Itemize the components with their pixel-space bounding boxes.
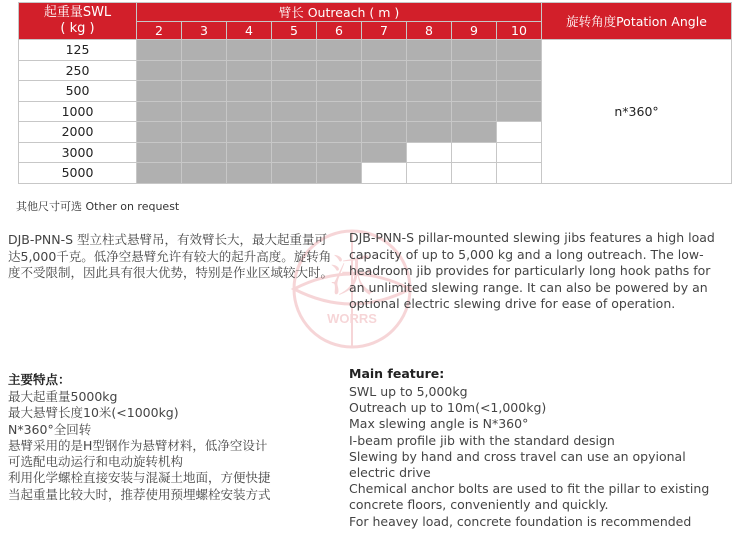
available-cell <box>227 81 272 102</box>
available-cell <box>317 40 362 61</box>
available-cell <box>497 101 542 122</box>
intro-paragraph-en: DJB-PNN-S pillar-mounted slewing jibs features a high load capacity of up to 5,000 kg and a long outreach. The low-headroom jib provides for particularly long hook paths for an unlimited slewing range. It can also be powered by an optional electric slewing drive for ease of operation. <box>349 230 715 311</box>
feature-item-en: I-beam profile jib with the standard design <box>349 432 615 448</box>
swl-value: 5000 <box>19 163 137 184</box>
available-cell <box>182 142 227 163</box>
available-cell <box>182 40 227 61</box>
available-cell <box>317 122 362 143</box>
unavailable-cell <box>452 163 497 184</box>
outreach-value-header: 5 <box>272 22 317 40</box>
available-cell <box>317 163 362 184</box>
swl-header <box>19 3 137 40</box>
capacity-outreach-table <box>18 2 732 184</box>
unavailable-cell <box>407 142 452 163</box>
features-list-en <box>349 384 729 530</box>
feature-item-cn: 悬臂采用的是H型钢作为悬臂材料，低净空设计 <box>8 437 268 453</box>
available-cell <box>407 101 452 122</box>
unavailable-cell <box>497 122 542 143</box>
available-cell <box>182 101 227 122</box>
watermark-brand-text: WORRS <box>327 311 377 326</box>
available-cell <box>227 163 272 184</box>
available-cell <box>317 142 362 163</box>
available-cell <box>137 101 182 122</box>
available-cell <box>227 60 272 81</box>
feature-item-cn: 当起重量比较大时，推荐使用预埋螺栓安装方式 <box>8 486 271 502</box>
angle-header: 旋转角度Potation Angle <box>542 3 732 40</box>
available-cell <box>362 40 407 61</box>
available-cell <box>317 81 362 102</box>
unavailable-cell <box>407 163 452 184</box>
feature-item-cn: N*360°全回转 <box>8 421 92 437</box>
swl-header-unit: ( kg ) <box>60 21 95 36</box>
available-cell <box>272 101 317 122</box>
swl-value: 3000 <box>19 142 137 163</box>
available-cell <box>272 142 317 163</box>
available-cell <box>452 122 497 143</box>
available-cell <box>137 122 182 143</box>
swl-header-label: 起重量SWL <box>43 5 112 20</box>
feature-item-en: SWL up to 5,000kg <box>349 384 468 399</box>
features-title-en: Main feature: <box>349 366 445 381</box>
swl-value: 1000 <box>19 101 137 122</box>
feature-item-cn: 可选配电动运行和电动旋转机构 <box>8 454 184 470</box>
available-cell <box>497 60 542 81</box>
swl-value: 500 <box>19 81 137 102</box>
features-list-cn <box>8 389 328 503</box>
available-cell <box>272 81 317 102</box>
watermark-cn-glyph: 沃 <box>330 251 374 302</box>
feature-item-cn: 最大悬臂长度10米(<1000kg) <box>8 405 179 421</box>
available-cell <box>317 101 362 122</box>
available-cell <box>182 60 227 81</box>
available-cell <box>497 40 542 61</box>
available-cell <box>227 122 272 143</box>
outreach-value-header: 9 <box>452 22 497 40</box>
table-body <box>19 40 732 184</box>
available-cell <box>137 60 182 81</box>
available-cell <box>137 163 182 184</box>
available-cell <box>272 40 317 61</box>
outreach-value-header: 3 <box>182 22 227 40</box>
outreach-value-header: 4 <box>227 22 272 40</box>
feature-item-cn: 利用化学螺栓直接安装与混凝土地面，方便快捷 <box>8 470 271 486</box>
table-row <box>19 40 732 61</box>
available-cell <box>407 40 452 61</box>
available-cell <box>272 163 317 184</box>
feature-item-en: Max slewing angle is N*360° <box>349 416 529 432</box>
available-cell <box>137 81 182 102</box>
outreach-value-header: 7 <box>362 22 407 40</box>
intro-paragraph-cn: DJB-PNN-S 型立柱式悬臂吊，有效臂长大，最大起重量可达5,000千克。低净空悬臂允许有较大的起升高度。旋转角度不受限制，因此具有很大优势，特别是作业区域较大时。 <box>8 232 334 280</box>
unavailable-cell <box>452 142 497 163</box>
outreach-header: 臂长 Outreach ( m ) <box>137 3 542 22</box>
available-cell <box>452 101 497 122</box>
available-cell <box>407 60 452 81</box>
available-cell <box>227 101 272 122</box>
available-cell <box>137 142 182 163</box>
unavailable-cell <box>497 163 542 184</box>
outreach-value-header: 2 <box>137 22 182 40</box>
feature-item-en: Chemical anchor bolts are used to fit the pillar to existing concrete floors, conveniently and quickly. <box>349 481 710 513</box>
unavailable-cell <box>497 142 542 163</box>
available-cell <box>407 81 452 102</box>
outreach-value-header: 10 <box>497 22 542 40</box>
available-cell <box>497 81 542 102</box>
other-sizes-note: 其他尺寸可选 Other on request <box>16 200 180 213</box>
swl-value: 250 <box>19 60 137 81</box>
outreach-value-header: 6 <box>317 22 362 40</box>
available-cell <box>227 40 272 61</box>
available-cell <box>362 142 407 163</box>
available-cell <box>362 81 407 102</box>
available-cell <box>182 122 227 143</box>
available-cell <box>362 122 407 143</box>
unavailable-cell <box>362 163 407 184</box>
feature-item-cn: 最大起重量5000kg <box>8 389 118 404</box>
available-cell <box>362 60 407 81</box>
available-cell <box>182 163 227 184</box>
available-cell <box>182 81 227 102</box>
available-cell <box>272 60 317 81</box>
feature-item-en: Slewing by hand and cross travel can use an opyional electric drive <box>349 448 686 481</box>
available-cell <box>452 81 497 102</box>
available-cell <box>137 40 182 61</box>
rotation-angle-value: n*360° <box>542 40 732 184</box>
features-title-cn: 主要特点： <box>8 372 71 387</box>
available-cell <box>227 142 272 163</box>
outreach-value-header: 8 <box>407 22 452 40</box>
available-cell <box>452 40 497 61</box>
swl-value: 125 <box>19 40 137 61</box>
available-cell <box>452 60 497 81</box>
available-cell <box>407 122 452 143</box>
feature-item-en: For heavey load, concrete foundation is recommended <box>349 513 692 529</box>
swl-value: 2000 <box>19 122 137 143</box>
available-cell <box>362 101 407 122</box>
available-cell <box>272 122 317 143</box>
feature-item-en: Outreach up to 10m(<1,000kg) <box>349 400 547 416</box>
available-cell <box>317 60 362 81</box>
